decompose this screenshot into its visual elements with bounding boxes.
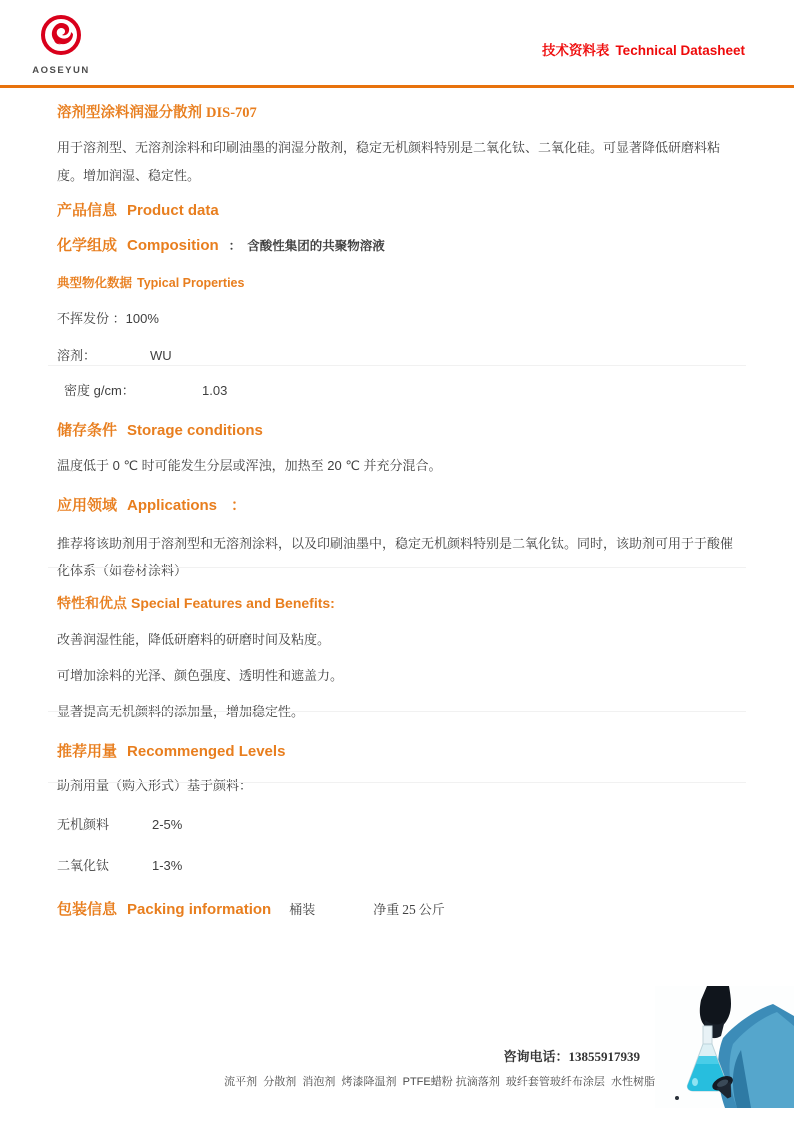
- property-row-nonvolatile: [57, 308, 737, 327]
- divider: [48, 782, 746, 783]
- contact-phone: [503, 1046, 640, 1065]
- section-heading-product-data: [57, 199, 737, 220]
- heading-colon: ：: [231, 497, 247, 514]
- composition-colon: ：: [228, 239, 242, 253]
- product-categories: 流平剂 分散剂 消泡剂 烤漆降温剂 PTFE蜡粉 抗滴落剂 玻纤套管玻纤布涂层 水性树脂: [224, 1076, 655, 1088]
- heading-en: Applications: [127, 497, 218, 514]
- property-label: 溶剂：: [57, 348, 97, 363]
- dosage-label: 无机颜料: [57, 817, 110, 832]
- applications-text: 推荐将该助剂用于溶剂型和无溶剂涂料，以及印刷油墨中，稳定无机颜料特别是二氧化钛。同时，该助剂可用于于酸催化体系（如卷材涂料）: [57, 536, 734, 578]
- heading-en: Product data: [127, 202, 219, 219]
- intro-paragraph: 用于溶剂型、无溶剂涂料和印刷油墨的润湿分散剂，稳定无机颜料特别是二氧化钛、二氧化硅。可显著降低研磨料粘度。增加润湿、稳定性。: [57, 140, 721, 183]
- heading-en: Composition: [127, 237, 219, 254]
- divider: [48, 711, 746, 712]
- property-value: 100%: [125, 311, 159, 326]
- heading-en: Recommenged Levels: [127, 743, 286, 760]
- heading-zh: 储存条件: [57, 422, 118, 439]
- dosage-value: 1-3%: [152, 858, 183, 873]
- dosage-note: 助剂用量（购入形式）基于颜料：: [57, 778, 253, 793]
- dosage-row-titanium-dioxide: [57, 855, 737, 874]
- section-heading-composition: [57, 234, 737, 255]
- phone-number: 13855917939: [568, 1049, 640, 1064]
- content: [0, 101, 794, 919]
- brand-name: AOSEYUN: [32, 65, 90, 76]
- heading-zh: 包装信息: [57, 901, 118, 918]
- dosage-value: 2-5%: [152, 817, 183, 832]
- section-heading-typical-properties: [57, 273, 737, 291]
- heading-zh: 化学组成: [57, 237, 118, 254]
- heading-en: Typical Properties: [137, 276, 245, 290]
- property-row-solvent: [57, 345, 737, 364]
- weight-value: 25: [402, 902, 416, 917]
- heading-en: Storage conditions: [127, 422, 263, 439]
- product-title-zh: 溶剂型涂料润湿分散剂: [57, 105, 202, 121]
- property-label: 密度 g/cm：: [64, 383, 135, 398]
- feature-item: 可增加涂料的光泽、颜色强度、透明性和遮盖力。: [57, 668, 344, 683]
- heading-zh: 特性和优点: [57, 595, 127, 611]
- heading-zh: 典型物化数据: [57, 276, 133, 290]
- doc-type: [542, 39, 745, 59]
- dosage-row-inorganic-pigment: [57, 814, 737, 833]
- section-heading-storage: [57, 419, 737, 440]
- packing-weight: [373, 902, 445, 917]
- heading-en: Packing information: [127, 901, 272, 918]
- heading-zh: 应用领域: [57, 497, 118, 514]
- weight-unit: 公斤: [418, 902, 445, 917]
- product-title: [57, 101, 737, 122]
- lab-flask-photo: [655, 986, 794, 1108]
- property-value: WU: [150, 348, 172, 363]
- property-value: 1.03: [202, 383, 228, 398]
- doc-type-zh: 技术资料表: [541, 43, 610, 58]
- section-heading-recommended-levels: [57, 740, 737, 761]
- property-label: 不挥发份 ：: [57, 311, 126, 326]
- section-heading-packing: [57, 898, 737, 919]
- product-code: DIS-707: [206, 105, 257, 121]
- weight-label: 净重: [373, 902, 400, 917]
- divider: [48, 567, 746, 568]
- divider: [48, 365, 746, 366]
- doc-type-en: Technical Datasheet: [615, 43, 745, 58]
- heading-zh: 产品信息: [57, 202, 118, 219]
- packing-form: 桶装: [289, 902, 316, 917]
- dosage-label: 二氧化钛: [57, 858, 110, 873]
- property-row-density: [57, 380, 737, 399]
- section-heading-features: [57, 593, 737, 613]
- feature-item: 显著提高无机颜料的添加量，增加稳定性。: [57, 704, 305, 719]
- brand-logo-icon: [37, 46, 85, 63]
- heading-zh: 推荐用量: [57, 743, 118, 760]
- section-heading-applications: [57, 494, 737, 515]
- page-header: [0, 0, 794, 88]
- heading-en: Special Features and Benefits:: [131, 595, 335, 611]
- composition-value: 含酸性集团的共聚物溶液: [247, 239, 385, 253]
- feature-item: 改善润湿性能，降低研磨料的研磨时间及粘度。: [57, 632, 331, 647]
- phone-label: 咨询电话：: [503, 1049, 569, 1064]
- brand: [31, 13, 91, 76]
- storage-text: 温度低于 0 ℃ 时可能发生分层或浑浊，加热至 20 ℃ 并充分混合。: [57, 458, 442, 473]
